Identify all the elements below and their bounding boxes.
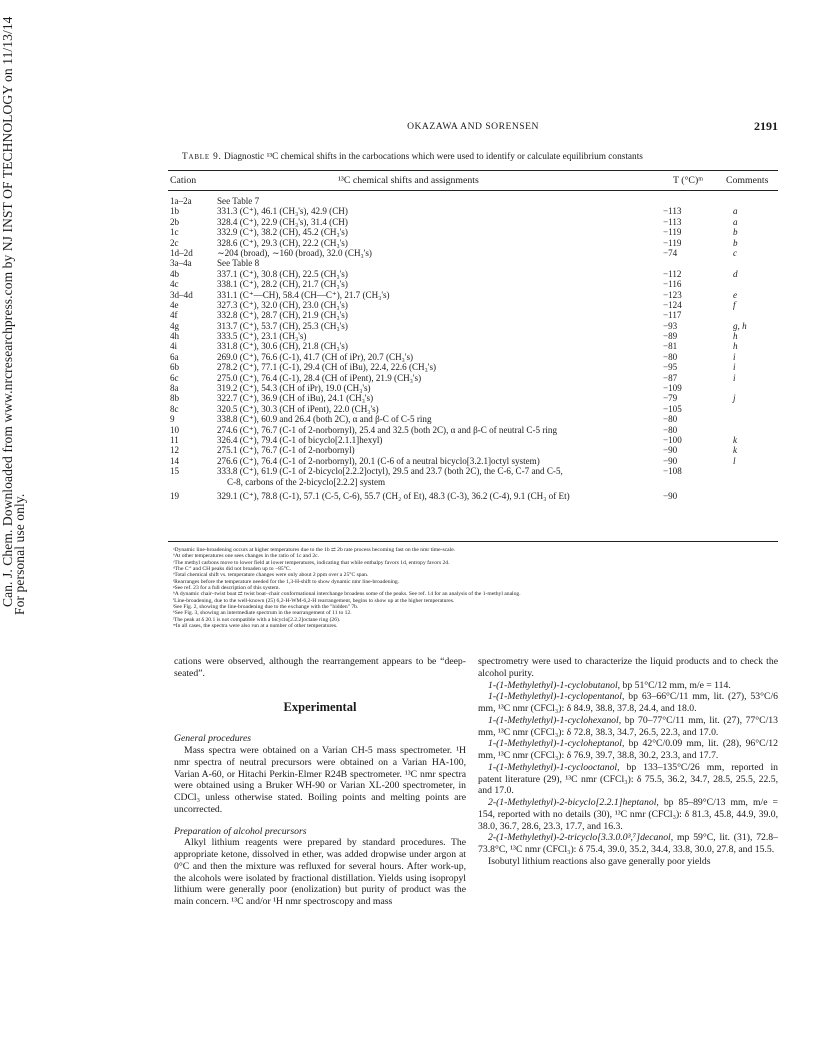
table-row: 8a 319.2 (C⁺), 54.3 (CH of iPr), 19.0 (CH₃'s) −109 [170, 383, 682, 394]
table-row: 6a 269.0 (C⁺), 76.6 (C-1), 41.7 (CH of iPr), 20.7 (CH₃'s) −80 i [170, 351, 736, 362]
compound-entry: 1-(1-Methylethyl)-1-cyclopentanol, bp 63–66°C/11 mm, lit. (27), 53°C/6 mm, ¹³C nmr (CFCl₃): δ 84.9, 38.8, 37.8, 24.4, and 18.0. [478, 691, 778, 714]
table-row: 2b 328.4 (C⁺), 22.9 (CH₃'s), 31.4 (CH) −113 a [170, 216, 738, 227]
compound-entry: 2-(1-Methylethyl)-2-tricyclo[3.3.0.0³,⁷]decanol, mp 59°C, lit. (31), 72.8–73.8°C, ¹³C nmr (CFCl₃): δ 75.4, 39.0, 35.2, 34.4, 33.8, 30.0, 27.8, and 15.5. [478, 832, 778, 855]
body-paragraph: Isobutyl lithium reactions also gave generally poor yields [488, 855, 711, 867]
table-row: 3d–4d 331.1 (C⁺—CH), 58.4 (CH—C⁺), 21.7 (CH₃'s) −123 e [170, 289, 738, 300]
footnote: ᵐIn all cases, the spectra were also run at a number of other temperatures. [173, 623, 338, 630]
table-row: 6b 278.2 (C⁺), 77.1 (C-1), 29.4 (CH of iBu), 22.4, 22.6 (CH₃'s) −95 i [170, 362, 736, 373]
footnote: ᶜThe methyl carbons move to lower field at lower temperatures, indicating that while enthalpy favors 1d, entropy favors 2d. [173, 559, 450, 566]
table-header-rule [168, 190, 778, 191]
table-top-rule [168, 170, 778, 171]
compound-entry: 1-(1-Methylethyl)-1-cyclobutanol, bp 51°C/12 mm, m/e = 114. [488, 679, 731, 691]
table-bottom-rule [168, 541, 778, 542]
table-row: 4f 332.8 (C⁺), 28.7 (CH), 21.9 (CH₃'s) −117 [170, 310, 682, 321]
header-cation: Cation [170, 175, 197, 186]
download-notice: Can. J. Chem. Downloaded from www.nrcresearchpress.com by NJ INST OF TECHNOLOGY on 11/13/14 [0, 16, 15, 607]
table-row: 10 274.6 (C⁺), 76.7 (C-1 of 2-norbornyl), 25.4 and 32.5 (both 2C), α and β-C of neutral C-5 ring −80 [170, 424, 678, 435]
table-row: 3a–4a See Table 8 [170, 258, 260, 269]
table-row: 11 326.4 (C⁺), 79.4 (C-1 of bicyclo[2.1.1]hexyl) −100 k [170, 434, 738, 445]
footnote: ⁱLine-broadening, due to the well-known (25) 6,2-H-WM-6,2-H rearrangement, begins to show up at the higher temperatures. [173, 597, 455, 604]
section-heading-experimental: Experimental [283, 699, 357, 714]
compound-entry: 2-(1-Methylethyl)-2-bicyclo[2.2.1]heptanol, bp 85–89°C/13 mm, m/e = 154, reported with no details (30), ¹³C nmr (CFCl₃): δ 81.3, 45.8, 44.9, 39.0, 38.0, 36.7, 28.6, 23.3, 17.7, and 16.3. [478, 797, 778, 832]
table-row: 8b 322.7 (C⁺), 36.9 (CH of iBu), 24.1 (CH₃'s) −79 j [170, 393, 736, 404]
compound-entry: 1-(1-Methylethyl)-1-cyclooctanol, bp 133–135°C/26 mm, reported in patent literature (29), ¹³C nmr (CFCl₃): δ 75.5, 36.2, 34.7, 28.5, 25.5, 22.5, and 17.0. [478, 761, 778, 797]
footnote: ᶠRearranges before the temperature needed for the 1,3-H-shift to show dynamic nmr line-broadening. [173, 578, 400, 585]
table-row: 4c 338.1 (C⁺), 28.2 (CH), 21.7 (CH₃'s) −116 [170, 279, 682, 290]
table-row: 4h 333.5 (C⁺), 23.1 (CH₃'s) −89 h [170, 331, 738, 342]
table-row: 9 338.8 (C⁺), 60.9 and 26.4 (both 2C), α and β-C of C-5 ring −80 [170, 414, 678, 425]
table-row: 4g 313.7 (C⁺), 53.7 (CH), 25.3 (CH₃'s) −93 g, h [170, 320, 747, 331]
footnote: ᵏSee Fig. 3, showing an intermediate spectrum in the rearrangement of 11 to 12. [173, 610, 352, 617]
table-row: 1a–2a See Table 7 [170, 196, 260, 206]
header-shifts: ¹³C chemical shifts and assignments [338, 175, 479, 186]
subsection-heading-general: General procedures [174, 733, 252, 745]
footnote: ʲSee Fig. 2, showing the line-broadening due to the exchange with the "hidden" 7b. [173, 604, 359, 611]
table-row: 1b 331.3 (C⁺), 46.1 (CH₃'s), 42.9 (CH) −113 a [170, 206, 738, 217]
compound-entry: 1-(1-Methylethyl)-1-cyclohexanol, bp 70–77°C/11 mm, lit. (27), 77°C/13 mm, ¹³C nmr (CFCl₃): δ 72.8, 38.3, 34.7, 26.5, 22.3, and 17.0. [478, 714, 778, 738]
personal-use-notice: For personal use only. [12, 493, 27, 615]
table-row: C-8, carbons of the 2-bicyclo[2.2.2] system [227, 476, 386, 487]
table-row: 19 329.1 (C⁺), 78.8 (C-1), 57.1 (C-5, C-6), 55.7 (CH₂ of Et), 48.3 (C-3), 36.2 (C-4), 9.1 (CH₃ of Et) −90 [170, 490, 678, 501]
running-title: OKAZAWA AND SORENSEN [407, 121, 539, 132]
header-temp: T (°C)ᵐ [673, 175, 704, 186]
body-paragraph: Alkyl lithium reagents were prepared by standard procedures. The appropriate ketone, dissolved in ether, was added dropwise under argon at 0°C and then the mixture was refluxed for several hours. After work-up, the alcohols were isolated by fractional distillation. Yields using isopropyl lithium were generally poor (enolization) but purity of product was the main concern. ¹³C and/or ¹H nmr spectroscopy and mass [174, 837, 466, 907]
table-row: 12 275.1 (C⁺), 76.7 (C-1 of 2-norbornyl) −90 k [170, 445, 738, 456]
right-column [478, 656, 778, 868]
page-number: 2191 [754, 119, 778, 133]
footnote: ˡThe peak at δ 20.1 is not compatible with a bicyclo[2.2.2]octane ring (26). [173, 616, 341, 623]
table-row: 6c 275.0 (C⁺), 76.4 (C-1), 28.4 (CH of iPent), 21.9 (CH₃'s) −87 i [170, 372, 736, 383]
header-comments: Comments [726, 175, 769, 186]
table-body [168, 196, 778, 501]
footnote: ᵉTotal chemical shift vs. temperature changes were only about 2 ppm over a 25°C span. [173, 572, 369, 579]
table-row: 14 276.6 (C⁺), 76.4 (C-1 of 2-norbornyl), 20.1 (C-6 of a neutral bicyclo[3.2.1]octyl system) −90 l [170, 455, 736, 466]
body-paragraph: spectrometry were used to characterize the liquid products and to check the alcohol purity. [478, 656, 778, 679]
compound-entry: 1-(1-Methylethyl)-1-cycloheptanol, bp 42°C/0.09 mm, lit. (28), 96°C/12 mm, ¹³C nmr (CFCl₃): δ 76.9, 39.7, 38.8, 30.2, 23.3, and 17.7. [478, 738, 778, 761]
footnote: ᵃDynamic line-broadening occurs at higher temperatures due to the 1b ⇄ 2b rate process becoming fast on the nmr time-scale. [173, 547, 456, 553]
table-caption [182, 152, 782, 162]
footnote: ᵍSee ref. 23 for a full description of this system. [173, 585, 280, 592]
footnote: ʰA dynamic chair–twist boat ⇄ twist boat–chair conformational interchange broadens some of the peaks. See ref. 14 for an analysis of the 1-methyl analog. [173, 591, 521, 598]
table-footnotes [173, 547, 778, 629]
footnote: ᵈThe C⁺ and CH peaks did not broaden up to −85°C. [173, 566, 292, 573]
table-row: 4e 327.3 (C⁺), 32.0 (CH), 23.0 (CH₃'s) −124 f [170, 299, 736, 310]
download-watermark [0, 16, 28, 615]
body-paragraph: cations were observed, although the rearrangement appears to be “deep-seated”. [174, 656, 466, 679]
subsection-heading-preparation: Preparation of alcohol precursors [174, 825, 307, 837]
table-caption-label: Table 9. [182, 152, 222, 162]
table-row: 4i 331.8 (C⁺), 30.6 (CH), 21.8 (CH₃'s) −81 h [170, 341, 738, 352]
table-row: 2c 328.6 (C⁺), 29.3 (CH), 22.2 (CH₃'s) −119 b [170, 237, 738, 248]
table-row: 1d–2d ∼204 (broad), ∼160 (broad), 32.0 (CH₃'s) −74 c [170, 247, 738, 258]
table-row: 15 333.8 (C⁺), 61.9 (C-1 of 2-bicyclo[2.2.2]octyl), 29.5 and 23.7 (both 2C), the C-6, C-7 and C-5, −108 [170, 466, 682, 477]
table-caption-text: Diagnostic ¹³C chemical shifts in the carbocations which were used to identify or calculate equilibrium constants [221, 152, 643, 162]
table-row: 1c 332.9 (C⁺), 38.2 (CH), 45.2 (CH₃'s) −119 b [170, 227, 738, 238]
table-row: 4b 337.1 (C⁺), 30.8 (CH), 22.5 (CH₃'s) −112 d [170, 268, 738, 279]
footnote: ᵇAt other temperatures one sees changes in the ratio of 1c and 2c. [173, 553, 320, 560]
page-header [168, 121, 778, 137]
body-paragraph: Mass spectra were obtained on a Varian CH-5 mass spectrometer. ¹H nmr spectra of neutral precursors were obtained on a Varian HA-100, Varian A-60, or Hitachi Perkin-Elmer R24B spectrometer. ¹³C nmr spectra were obtained using a Bruker WH-90 or Varian XL-200 spectrometer, in CDCl₃ unless otherwise stated. Boiling points and melting points are uncorrected. [174, 745, 466, 815]
left-column [174, 656, 466, 908]
table-row: 8c 320.5 (C⁺), 30.3 (CH of iPent), 22.0 (CH₃'s) −105 [170, 403, 682, 414]
